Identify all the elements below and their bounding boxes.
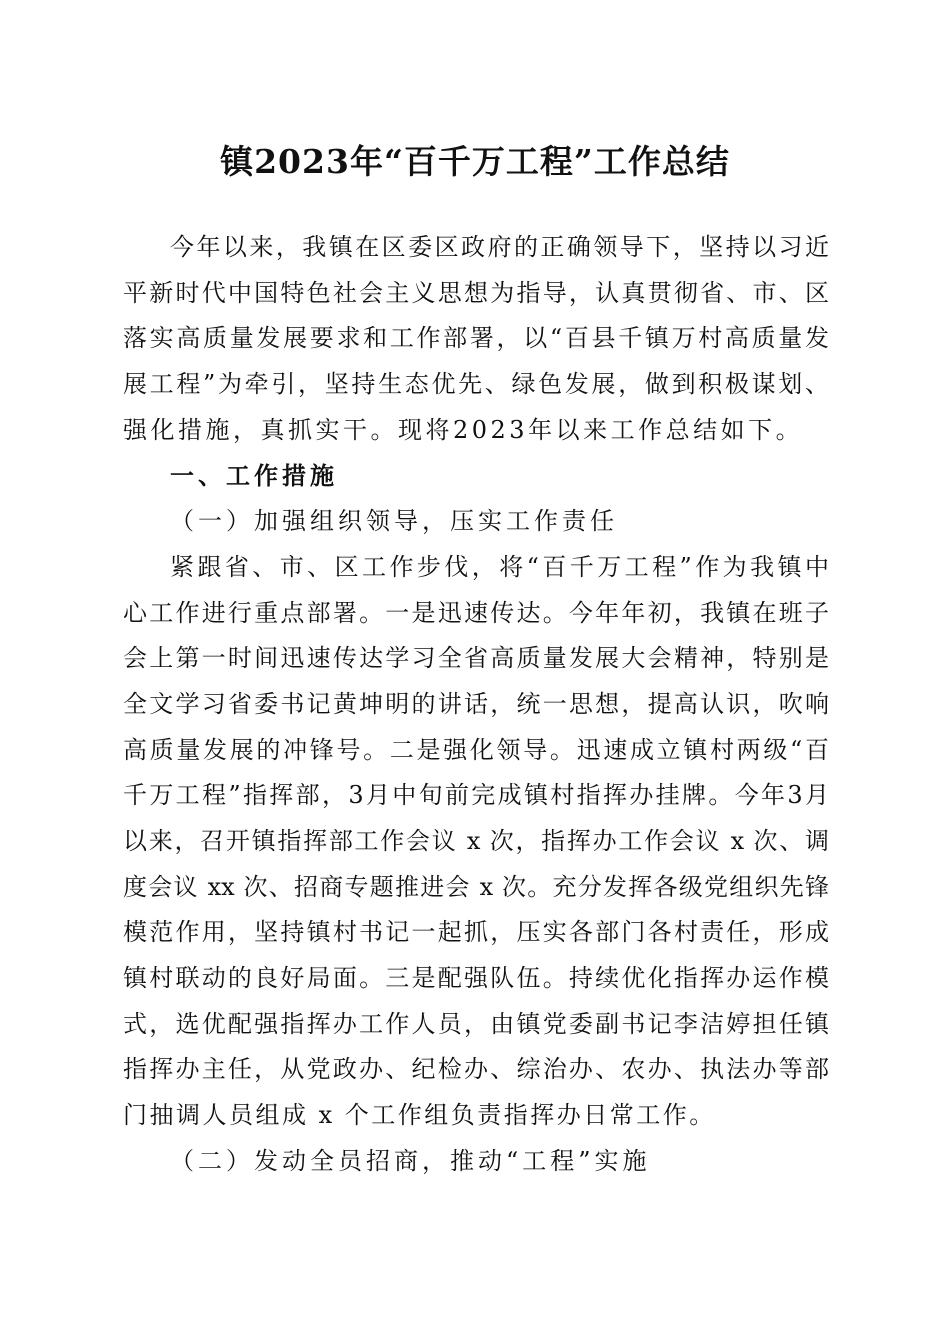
paragraph-line: 度会议 xx 次、招商专题推进会 x 次。充分发挥各级党组织先锋 (123, 872, 829, 901)
paragraph-line: 高质量发展的冲锋号。二是强化领导。迅速成立镇村两级“百 (123, 735, 829, 764)
section-heading: 一、工作措施 (170, 461, 338, 491)
paragraph-line: 模范作用，坚持镇村书记一起抓，压实各部门各村责任，形成 (123, 918, 829, 947)
paragraph-line: 门抽调人员组成 x 个工作组负责指挥办日常工作。 (123, 1101, 716, 1130)
paragraph-line: 镇村联动的良好局面。三是配强队伍。持续优化指挥办运作模 (123, 964, 829, 992)
paragraph-line: 千万工程”指挥部，3月中旬前完成镇村指挥办挂牌。今年3月 (123, 781, 829, 810)
paragraph-line: 展工程”为牵引，坚持生态优先、绿色发展，做到积极谋划、 (123, 370, 829, 399)
paragraph-line: 平新时代中国特色社会主义思想为指导，认真贯彻省、市、区 (123, 278, 829, 307)
paragraph-line: 紧跟省、市、区工作步伐，将“百千万工程”作为我镇中 (170, 552, 829, 581)
document-body (123, 225, 829, 1184)
paragraph-line: 落实高质量发展要求和工作部署，以“百县千镇万村高质量发 (123, 324, 829, 353)
paragraph-line: 式，选优配强指挥办工作人员，由镇党委副书记李洁婷担任镇 (123, 1009, 829, 1038)
paragraph-line: 会上第一时间迅速传达学习全省高质量发展大会精神，特别是 (123, 644, 829, 673)
paragraph-line: 全文学习省委书记黄坤明的讲话，统一思想，提高认识，吹响 (123, 689, 829, 718)
paragraph-line: 以来，召开镇指挥部工作会议 x 次，指挥办工作会议 x 次、调 (123, 826, 829, 855)
subsection-heading: （一）加强组织领导，压实工作责任 (170, 507, 618, 536)
paragraph-line: 指挥办主任，从党政办、纪检办、综治办、农办、执法办等部 (123, 1055, 829, 1084)
document-title: 镇2023年“百千万工程”工作总结 (220, 142, 730, 181)
paragraph-line: 今年以来，我镇在区委区政府的正确领导下，坚持以习近 (170, 233, 829, 261)
paragraph-line: 强化措施，真抓实干。现将2023年以来工作总结如下。 (123, 415, 804, 444)
paragraph-line: 心工作进行重点部署。一是迅速传达。今年年初，我镇在班子 (123, 598, 829, 627)
subsection-heading: （二）发动全员招商，推动“工程”实施 (170, 1146, 651, 1175)
